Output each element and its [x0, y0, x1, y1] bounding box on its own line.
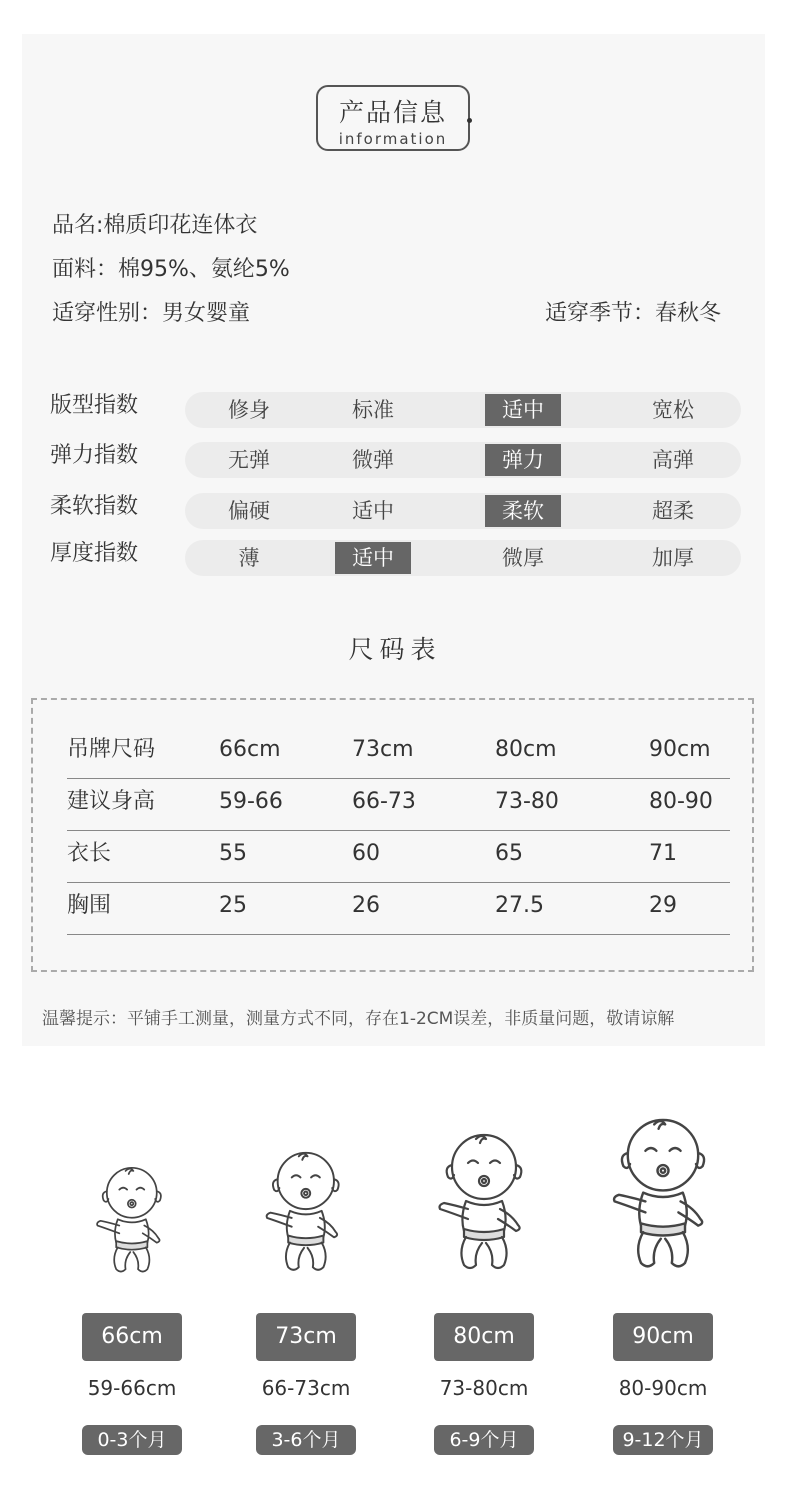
size-badge: 73cm	[256, 1313, 356, 1361]
table-row	[67, 830, 730, 883]
index-label: 柔软指数	[50, 494, 139, 519]
index-track	[185, 392, 741, 428]
table-cell: 29	[649, 893, 677, 918]
table-cell: 26	[352, 893, 380, 918]
baby-illustration-icon	[424, 1125, 544, 1285]
index-track	[185, 540, 741, 576]
row-header: 衣长	[67, 841, 112, 866]
index-option: 加厚	[652, 546, 694, 570]
baby-illustration-icon	[597, 1109, 729, 1285]
size-badge: 90cm	[613, 1313, 713, 1361]
index-track	[185, 442, 741, 478]
table-row	[67, 726, 730, 779]
table-row	[67, 778, 730, 831]
index-track	[185, 493, 741, 529]
height-range: 66-73cm	[261, 1376, 351, 1400]
section-title-badge	[316, 85, 470, 151]
row-header: 建议身高	[67, 789, 156, 814]
section-title-cn: 产品信息	[338, 98, 447, 127]
index-option-selected: 柔软	[485, 495, 561, 527]
index-option-selected: 适中	[485, 394, 561, 426]
baby-illustration-icon	[85, 1160, 179, 1285]
index-option: 宽松	[652, 398, 694, 422]
table-cell: 73-80	[495, 789, 559, 814]
age-badge: 3-6个月	[256, 1425, 356, 1455]
age-badge: 6-9个月	[434, 1425, 534, 1455]
height-range: 59-66cm	[87, 1376, 177, 1400]
age-badge: 0-3个月	[82, 1425, 182, 1455]
index-option: 适中	[352, 499, 394, 523]
index-label: 版型指数	[50, 393, 139, 418]
table-row	[67, 882, 730, 935]
product-fabric: 面料：棉95%、氨纶5%	[52, 257, 290, 282]
product-season: 适穿季节：春秋冬	[545, 301, 722, 326]
index-option: 微弹	[352, 448, 394, 472]
table-cell: 25	[219, 893, 247, 918]
height-range: 80-90cm	[618, 1376, 708, 1400]
index-label: 厚度指数	[50, 541, 139, 566]
size-badge: 80cm	[434, 1313, 534, 1361]
table-cell: 65	[495, 841, 523, 866]
height-range: 73-80cm	[439, 1376, 529, 1400]
table-cell: 27.5	[495, 893, 544, 918]
table-cell: 66cm	[219, 737, 281, 762]
index-option-selected: 适中	[335, 542, 411, 574]
index-option-selected: 弹力	[485, 444, 561, 476]
index-option: 偏硬	[228, 499, 270, 523]
index-option: 微厚	[502, 546, 544, 570]
baby-illustration-icon	[253, 1144, 359, 1285]
row-header: 胸围	[67, 893, 112, 918]
index-option: 无弹	[228, 448, 270, 472]
title-dot-decoration	[467, 118, 472, 123]
table-cell: 59-66	[219, 789, 283, 814]
table-cell: 55	[219, 841, 247, 866]
table-cell: 90cm	[649, 737, 711, 762]
section-title-en: information	[338, 130, 448, 148]
index-option: 修身	[228, 398, 270, 422]
row-header: 吊牌尺码	[67, 737, 156, 762]
age-badge: 9-12个月	[613, 1425, 713, 1455]
size-badge: 66cm	[82, 1313, 182, 1361]
index-option: 标准	[352, 398, 394, 422]
table-cell: 71	[649, 841, 677, 866]
index-option: 超柔	[652, 499, 694, 523]
table-cell: 60	[352, 841, 380, 866]
table-cell: 80cm	[495, 737, 557, 762]
product-name: 品名:棉质印花连体衣	[52, 213, 258, 238]
product-gender: 适穿性别：男女婴童	[52, 301, 251, 326]
table-cell: 66-73	[352, 789, 416, 814]
measurement-note: 温馨提示：平铺手工测量，测量方式不同，存在1-2CM误差，非质量问题，敬请谅解	[42, 1009, 675, 1029]
index-label: 弹力指数	[50, 443, 139, 468]
index-option: 薄	[238, 546, 260, 570]
size-chart-title: 尺码表	[348, 635, 442, 664]
index-option: 高弹	[652, 448, 694, 472]
table-cell: 80-90	[649, 789, 713, 814]
table-cell: 73cm	[352, 737, 414, 762]
